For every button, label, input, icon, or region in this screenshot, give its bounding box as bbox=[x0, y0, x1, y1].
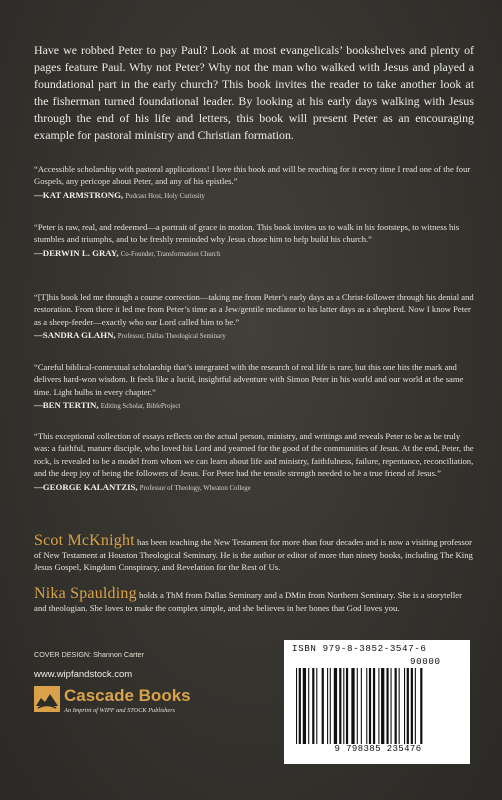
author-name: Scot McKnight bbox=[34, 532, 135, 549]
endorser-role: Podcast Host, Holy Curiosity bbox=[125, 192, 205, 200]
publisher-website: www.wipfandstock.com bbox=[34, 669, 133, 680]
endorsement-text: “Accessible scholarship with pastoral applications! I love this book and will be reaching for it every time I read one of the four Gospels, any pericope about Peter, and any of his epistles.” bbox=[34, 164, 471, 187]
endorsement bbox=[34, 361, 474, 414]
endorser-name: —KAT ARMSTRONG, bbox=[34, 189, 124, 200]
endorser-name: —DERWIN L. GRAY, bbox=[34, 247, 119, 258]
endorser-role: Editing Scholar, BibleProject bbox=[100, 403, 181, 411]
cover-design-credit: COVER DESIGN: Shannon Carter bbox=[34, 650, 144, 659]
isbn-number: ISBN 979-8-3852-3547-6 bbox=[292, 643, 427, 654]
endorsement bbox=[34, 430, 474, 495]
barcode-digits: 9 798385 235476 bbox=[334, 744, 422, 754]
endorser-name: —SANDRA GLAHN, bbox=[34, 330, 116, 341]
barcode-icon bbox=[296, 668, 458, 744]
endorsement bbox=[34, 291, 474, 344]
book-description: Have we robbed Peter to pay Paul? Look at most evangelicals’ bookshelves and plenty of pages feature Paul. Why not Peter? Why not the man who walked with Jesus and played a foundational part in the early church? This book invites the reader to take another look at the fisherman turned foundational leader. By looking at his early days walking with Jesus through the end of his life and letters, this book will present Peter as an encouraging example for pastoral ministry and Christian formation. bbox=[34, 43, 474, 142]
price-code: 90000 bbox=[410, 656, 441, 667]
endorser-role: Professor, Dallas Theological Seminary bbox=[117, 333, 226, 341]
author-bio-text: holds a ThM from Dallas Seminary and a DMin from Northern Seminary. She is a storyteller and theologian. She loves to make the complex simple, and she believes in her bones that God loves you. bbox=[34, 590, 463, 613]
endorser-role: Co-Founder, Transformation Church bbox=[120, 250, 221, 258]
author-bio bbox=[34, 585, 474, 614]
endorsement-text: “Peter is raw, real, and redeemed—a portrait of grace in motion. This book invites us to walk in his footsteps, to witness his stumbles and triumphs, and to be freshly reminded why Jesus chose him to help build his church.” bbox=[34, 222, 460, 245]
endorser-name: —GEORGE KALANTZIS, bbox=[34, 481, 138, 492]
isbn-barcode-box bbox=[284, 640, 470, 764]
endorsement-text: “This exceptional collection of essays reflects on the actual person, ministry, and writings and reveals Peter to be as he truly was: a faithful, mature disciple, who loved his Lord and yearned for the good of the communities of Jesus. At the end, Peter, the rock, is revealed to be a model from whom we can learn about life and ministry, faithfulness, failure, repentance, reconciliation, and the deep joy of being the followers of Jesus. For Peter had the tensile strength needed to be a true friend of Jesus.” bbox=[34, 431, 474, 479]
publisher-logo bbox=[34, 686, 212, 720]
cascade-waterfall-icon bbox=[34, 686, 60, 712]
publisher-tagline: An Imprint of WIPF and STOCK Publishers bbox=[64, 707, 176, 714]
author-name: Nika Spaulding bbox=[34, 585, 137, 602]
author-bio bbox=[34, 532, 474, 574]
endorsement-text: “Careful biblical-contextual scholarship that’s integrated with the research of real life is rare, but this one hits the mark and delivers hard-won wisdom. It feels like a lucid, insightful adventure with Simon Peter in his world and our world at the same time. Light bulbs in every chapter.” bbox=[34, 362, 464, 397]
endorser-role: Professor of Theology, Wheaton College bbox=[139, 484, 251, 492]
endorsement-text: “[T]his book led me through a course correction—taking me from Peter’s early days as a Christ-follower through his denial and restoration. From there it led me from Peter’s time as a Jew/gentile mediator to his latter days as a shepherd. Now I know Peter as a sheep-feeder—exactly who our Lord called him to be.” bbox=[34, 292, 474, 327]
publisher-name: Cascade Books bbox=[64, 686, 191, 705]
endorsement bbox=[34, 163, 474, 203]
author-bio-text: has been teaching the New Testament for more than four decades and is now a visiting professor of New Testament at Houston Theological Seminary. He is the author or editor of more than ninety books, including The King Jesus Gospel, Kingdom Conspiracy, and Revelation for the Rest of Us. bbox=[34, 537, 473, 573]
endorser-name: —BEN TERTIN, bbox=[34, 400, 99, 411]
endorsement bbox=[34, 221, 474, 261]
